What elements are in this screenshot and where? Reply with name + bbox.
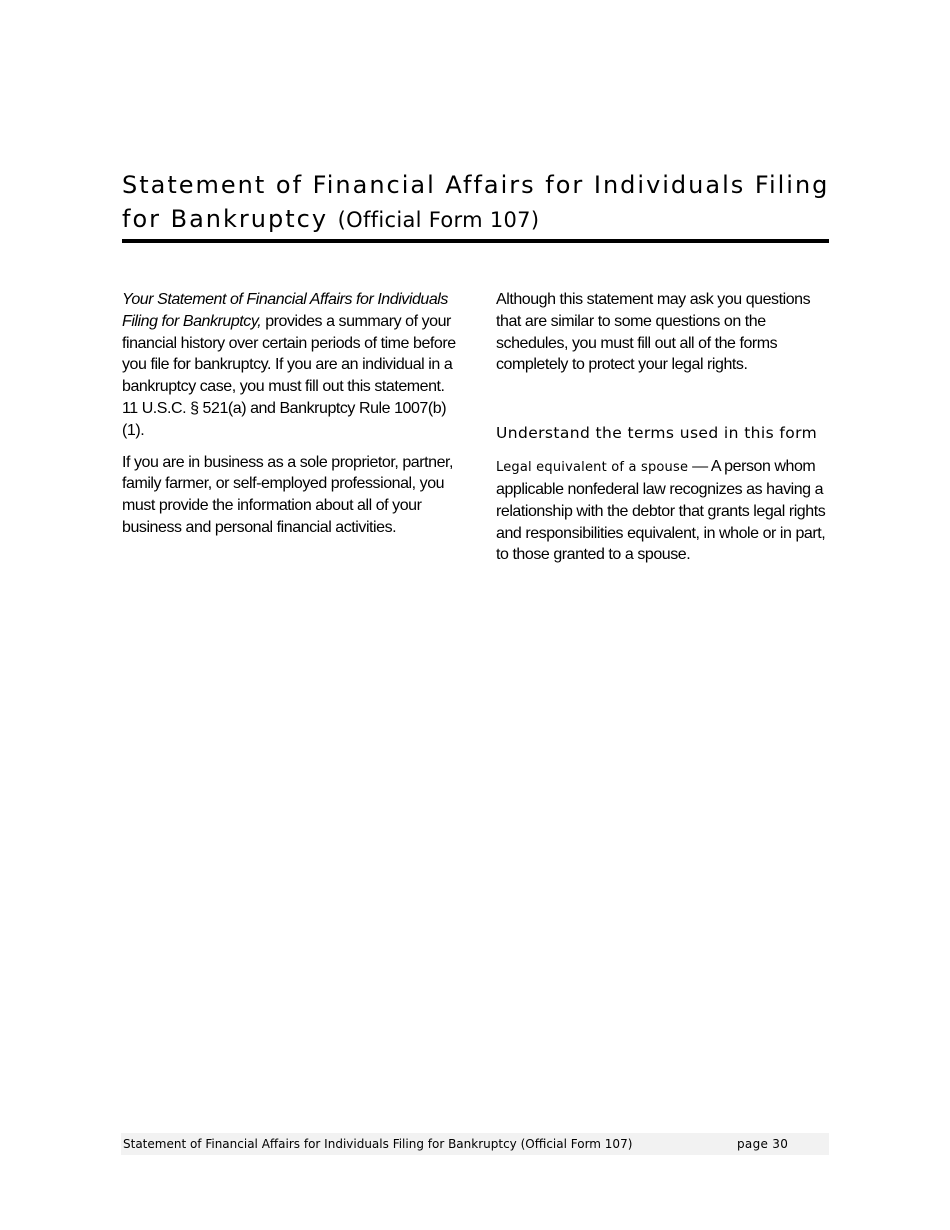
citation-text: 11 U.S.C. § 521(a) and Bankruptcy Rule 1007(b)(1). xyxy=(122,399,447,439)
intro-paragraph xyxy=(122,289,460,398)
schedules-paragraph: Although this statement may ask you questions that are similar to some questions on the schedules, you must fill out all of the forms completely to protect your legal rights. xyxy=(496,291,811,374)
definition-text: A person whom applicable nonfederal law recognizes as having a relationship with the debtor that grants legal rights and responsibilities equivalent, in whole or in part, to those granted to a spouse. xyxy=(496,458,826,564)
definition-term: Legal equivalent of a spouse xyxy=(496,460,689,476)
page-title xyxy=(122,168,832,237)
title-rule xyxy=(122,239,829,243)
left-column xyxy=(122,289,460,539)
definition-paragraph xyxy=(496,456,831,566)
page-footer xyxy=(121,1133,829,1155)
form-reference: (Official Form 107) xyxy=(337,208,540,232)
business-paragraph: If you are in business as a sole proprietor, partner, family farmer, or self-employed professional, you must provide the information about all of your business and personal financial activities. xyxy=(122,453,454,536)
title-text: Statement of Financial Affairs for Individuals Filing for Bankruptcy xyxy=(122,171,830,233)
right-column xyxy=(496,289,831,566)
page-number: page 30 xyxy=(737,1137,789,1151)
footer-title: Statement of Financial Affairs for Individuals Filing for Bankruptcy (Official Form 107) xyxy=(123,1137,633,1151)
terms-heading: Understand the terms used in this form xyxy=(496,424,818,443)
definition-separator: — xyxy=(688,458,711,476)
intro-text: provides a summary of your financial history over certain periods of time before you file for bankruptcy. If you are an individual in a bankruptcy case, you must fill out this statement. xyxy=(122,312,456,396)
intro-italic-text: Your Statement of Financial Affairs for Individuals Filing for Bankruptcy, xyxy=(122,291,448,330)
